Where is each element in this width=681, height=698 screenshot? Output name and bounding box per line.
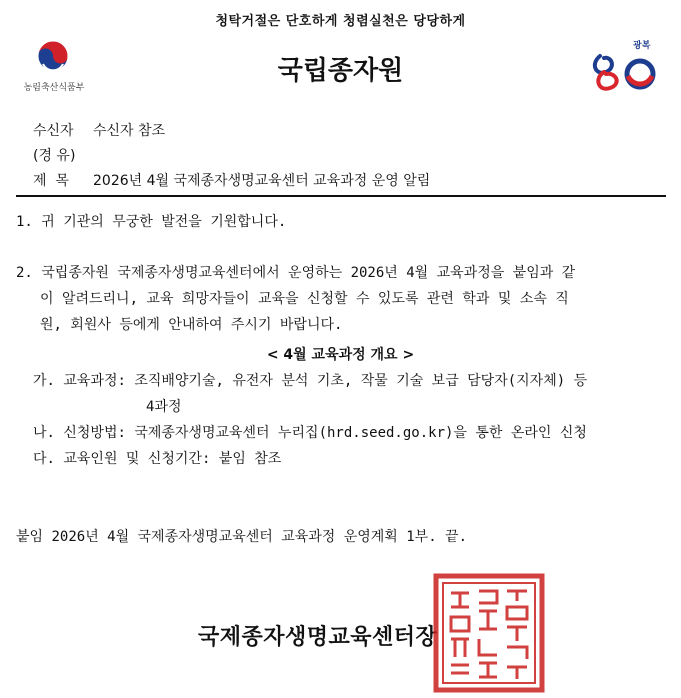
item-b: 나. 신청방법: 국제종자생명교육센터 누리집(hrd.seed.go.kr)을 통한 온라인 신청 <box>33 425 587 441</box>
anniversary-logo <box>592 36 664 96</box>
official-seal <box>433 573 545 693</box>
seal-stamp-icon <box>433 573 545 693</box>
attachment-line: 붙임 2026년 4월 국제종자생명교육센터 교육과정 운영계획 1부. 끝. <box>16 529 468 545</box>
header-divider <box>16 195 666 197</box>
paragraph-1: 1. 귀 기관의 무궁한 발전을 기원합니다. <box>16 214 287 230</box>
organization-title: 국립종자원 <box>277 56 404 86</box>
item-a-line-2: 4과정 <box>146 399 182 415</box>
slogan: 청탁거절은 단호하게 청렴실천은 당당하게 <box>215 14 466 29</box>
via-row <box>33 145 93 165</box>
subject-value: 2026년 4월 국제종자생명교육센터 교육과정 운영 알림 <box>93 173 431 189</box>
recipient-label: 수신자 <box>33 123 74 139</box>
paragraph-2-line-2: 이 알려드리니, 교육 희망자들이 교육을 신청할 수 있도록 관련 학과 및 소속 직 <box>40 291 569 307</box>
via-label: (경 유) <box>33 148 76 164</box>
paragraph-2-line-1: 2. 국립종자원 국제종자생명교육센터에서 운영하는 2026년 4월 교육과정을 붙임과 같 <box>16 265 576 281</box>
liberation-80-icon <box>592 36 664 96</box>
recipient-row <box>33 120 165 140</box>
paragraph-2-line-3: 원, 회원사 등에게 안내하여 주시기 바랍니다. <box>40 317 343 333</box>
item-a-line-1: 가. 교육과정: 조직배양기술, 유전자 분석 기초, 작물 기술 보급 담당자(지자체) 등 <box>33 373 588 389</box>
subject-label: 제 목 <box>33 173 69 189</box>
ministry-name: 농림축산식품부 <box>23 83 85 93</box>
item-c: 다. 교육인원 및 신청기간: 붙임 참조 <box>33 451 282 467</box>
signatory-name: 국제종자생명교육센터장 <box>198 625 438 650</box>
subject-row <box>33 170 430 190</box>
recipient-value: 수신자 참조 <box>93 123 166 139</box>
overview-title: < 4월 교육과정 개요 > <box>266 347 415 363</box>
svg-text:광복: 광복 <box>633 40 651 50</box>
